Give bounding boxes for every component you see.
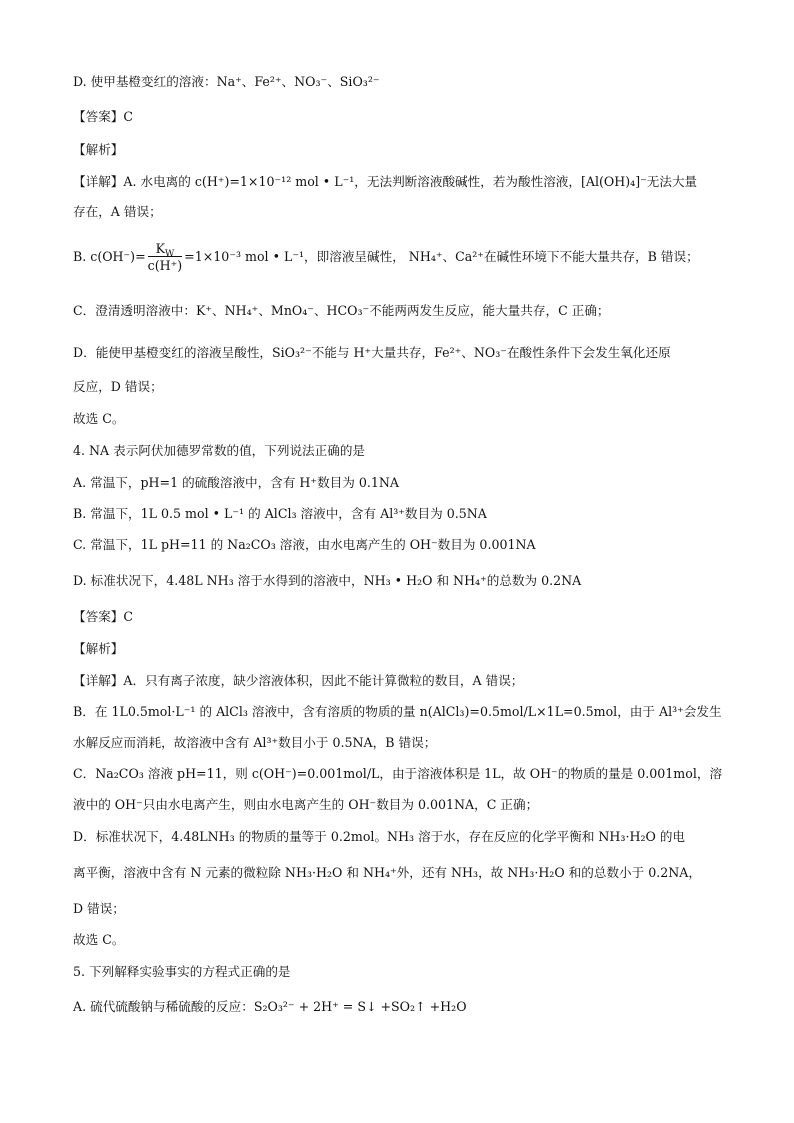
kw-fraction — [148, 241, 183, 274]
explanation-line: B．在 1L0.5mol·L⁻¹ 的 AlCl₃ 溶液中，含有溶质的物质的量 n(AlCl₃)=0.5mol/L×1L=0.5mol，由于 Al³⁺会发生 — [73, 704, 722, 719]
conclusion-line: 故选 C。 — [73, 411, 125, 426]
explanation-line: D 错误； — [73, 901, 125, 916]
explanation-line: 液中的 OH⁻只由水电离产生，则由水电离产生的 OH⁻数目为 0.001NA，C 正确； — [73, 797, 539, 812]
explanation-line: 水解反应而消耗，故溶液中含有 Al³⁺数目小于 0.5NA，B 错误； — [73, 735, 437, 750]
explanation-line: 【详解】A. 水电离的 c(H⁺)=1×10⁻¹² mol • L⁻¹，无法判断溶液酸碱性，若为酸性溶液，[Al(OH)₄]⁻无法大量 — [73, 174, 698, 189]
option-a-line: A. 常温下，pH=1 的硫酸溶液中，含有 H⁺数目为 0.1NA — [73, 475, 399, 490]
option-b-line: B. 常温下，1L 0.5 mol • L⁻¹ 的 AlCl₃ 溶液中，含有 Al³⁺数目为 0.5NA — [73, 506, 487, 521]
analysis-label: 【解析】 — [73, 142, 124, 157]
explanation-line: 存在，A 错误； — [73, 204, 162, 219]
formula-suffix: =1×10⁻³ mol • L⁻¹，即溶液呈碱性， NH₄⁺、Ca²⁺在碱性环境下不能大量共存，B 错误； — [184, 249, 699, 264]
question-4-stem: 4. NA 表示阿伏加德罗常数的值，下列说法正确的是 — [73, 443, 366, 458]
explanation-line: C．澄清透明溶液中：K⁺、NH₄⁺、MnO₄⁻、HCO₃⁻不能两两发生反应，能大量共存，C 正确； — [73, 303, 610, 318]
formula-prefix: B. c(OH⁻)= — [73, 249, 146, 264]
explanation-line: 离平衡，溶液中含有 N 元素的微粒除 NH₃·H₂O 和 NH₄⁺外，还有 NH₃，故 NH₃·H₂O 和的总数小于 0.2NA， — [73, 865, 701, 880]
explanation-line: 反应，D 错误； — [73, 379, 163, 394]
analysis-label: 【解析】 — [73, 641, 124, 656]
answer-label: 【答案】C — [73, 109, 134, 124]
option-a-line: A. 硫代硫酸钠与稀硫酸的反应：S₂O₃²⁻ + 2H⁺ = S↓ +SO₂↑ +H₂O — [73, 999, 467, 1014]
fraction-denominator: c(H⁺) — [147, 258, 183, 273]
question-5-stem: 5. 下列解释实验事实的方程式正确的是 — [73, 964, 291, 979]
conclusion-line: 故选 C。 — [73, 932, 125, 947]
explanation-line: 【详解】A．只有离子浓度，缺少溶液体积，因此不能计算微粒的数目，A 错误； — [73, 673, 524, 688]
fraction-numerator-sub: W — [164, 249, 175, 260]
explanation-line: C．Na₂CO₃ 溶液 pH=11，则 c(OH⁻)=0.001mol/L，由于溶液体积是 1L，故 OH⁻的物质的量是 0.001mol，溶 — [73, 766, 723, 781]
fraction-numerator: K — [155, 241, 165, 256]
option-c-line: C. 常温下，1L pH=11 的 Na₂CO₃ 溶液，由水电离产生的 OH⁻数目为 0.001NA — [73, 537, 536, 552]
option-d-line: D. 使甲基橙变红的溶液：Na⁺、Fe²⁺、NO₃⁻、SiO₃²⁻ — [73, 74, 380, 89]
explanation-line: D．标准状况下，4.48LNH₃ 的物质的量等于 0.2mol。NH₃ 溶于水，存在反应的化学平衡和 NH₃·H₂O 的电 — [73, 829, 686, 844]
option-d-line: D. 标准状况下，4.48L NH₃ 溶于水得到的溶液中，NH₃ • H₂O 和 NH₄⁺的总数为 0.2NA — [73, 573, 582, 588]
answer-label: 【答案】C — [73, 609, 134, 624]
explanation-line: D．能使甲基橙变红的溶液呈酸性，SiO₃²⁻不能与 H⁺大量共存，Fe²⁺、NO₃⁻在酸性条件下会发生氧化还原 — [73, 345, 671, 360]
explanation-formula-line — [73, 240, 764, 274]
